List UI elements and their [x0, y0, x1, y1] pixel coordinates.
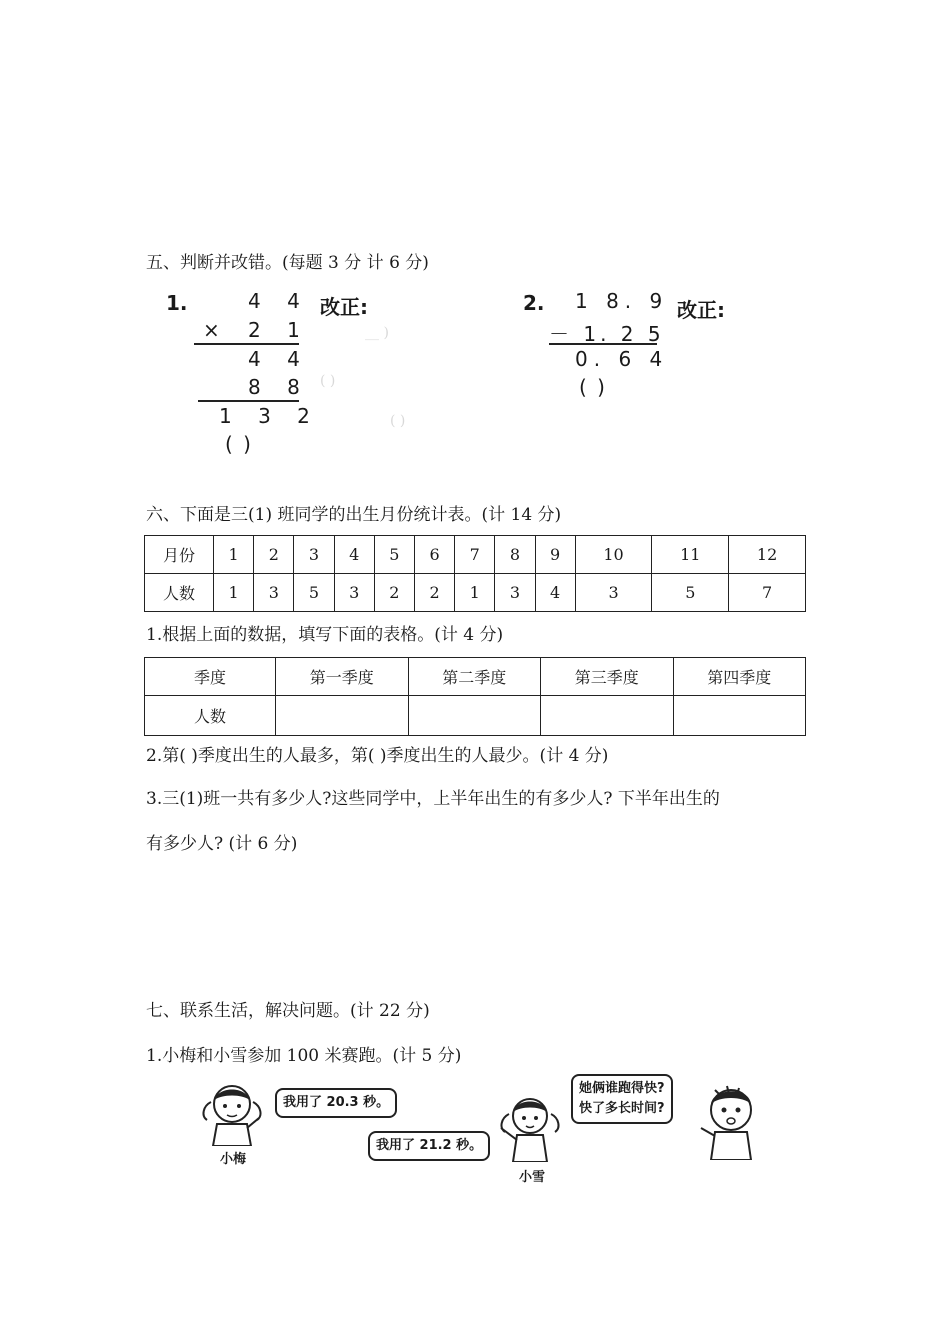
month-cell: 11: [652, 536, 729, 574]
quarter-answer-cell[interactable]: [541, 696, 674, 736]
q1-row5: 1 3 2: [219, 404, 320, 428]
q2-correct-label: 改正:: [677, 298, 725, 322]
month-cell: 5: [374, 536, 414, 574]
q1-row2: 2 1: [248, 318, 310, 342]
quarter-cell: 第四季度: [673, 658, 806, 696]
bubble-boy-line2: 快了多长时间?: [579, 1101, 665, 1116]
bubble-xiaomei: 我用了 20.3 秒。: [275, 1088, 397, 1118]
quarter-answer-cell[interactable]: [276, 696, 409, 736]
count-cell: 1: [214, 574, 254, 612]
bubble-xiaoxue: 我用了 21.2 秒。: [368, 1131, 490, 1161]
bubble-boy: [571, 1074, 673, 1124]
count-cell: 4: [535, 574, 575, 612]
q1-correct-label: 改正:: [320, 295, 368, 319]
bleed-mark-1: __ ): [365, 325, 389, 341]
section6-q3-line1: 3.三(1)班一共有多少人?这些同学中，上半年出生的有多少人? 下半年出生的: [146, 789, 720, 809]
count-cell: 2: [374, 574, 414, 612]
section6-q1: 1.根据上面的数据，填写下面的表格。(计 4 分): [146, 625, 504, 645]
quarter-answer-cell[interactable]: [673, 696, 806, 736]
bleed-mark-3: ( ): [390, 413, 406, 429]
girl-xiaoxue-figure: [495, 1090, 565, 1162]
q1-times-sign: ×: [203, 318, 230, 342]
q2-row3: 0. 6 4: [575, 347, 669, 371]
month-cell: 7: [455, 536, 495, 574]
count-row-label: 人数: [145, 574, 214, 612]
month-cell: 3: [294, 536, 334, 574]
month-cell: 10: [575, 536, 652, 574]
month-cell: 4: [334, 536, 374, 574]
q1-judge-parens: ( ): [225, 432, 253, 456]
count-cell: 3: [334, 574, 374, 612]
quarter-count-label: 人数: [145, 696, 276, 736]
q1-rule-2: [198, 400, 299, 402]
q2-rule: [549, 343, 657, 345]
section7-q1: 1.小梅和小雪参加 100 米赛跑。(计 5 分): [146, 1046, 462, 1066]
q2-number: 2.: [523, 291, 545, 315]
q2-judge-parens: ( ): [579, 375, 607, 399]
quarter-header-label: 季度: [145, 658, 276, 696]
bubble-boy-line1: 她俩谁跑得快?: [579, 1081, 665, 1096]
section6-title: 六、下面是三(1) 班同学的出生月份统计表。(计 14 分): [146, 505, 562, 525]
count-cell: 1: [455, 574, 495, 612]
q1-number: 1.: [166, 291, 188, 315]
month-cell: 2: [254, 536, 294, 574]
q1-row1: 4 4: [248, 289, 310, 313]
section6-q3-line2: 有多少人? (计 6 分): [146, 834, 298, 854]
section7-title: 七、联系生活，解决问题。(计 22 分): [146, 1001, 430, 1021]
section6-q2: 2.第( )季度出生的人最多，第( )季度出生的人最少。(计 4 分): [146, 746, 609, 766]
quarter-table: [144, 657, 806, 736]
month-cell: 9: [535, 536, 575, 574]
quarter-cell: 第一季度: [276, 658, 409, 696]
month-cell: 12: [729, 536, 806, 574]
q2-row1: 1 8. 9: [575, 289, 669, 313]
count-cell: 3: [254, 574, 294, 612]
section5-title: 五、判断并改错。(每题 3 分 计 6 分): [146, 253, 429, 273]
q1-rule-1: [194, 343, 299, 345]
q1-row4: 8 8: [248, 375, 310, 399]
quarter-answer-cell[interactable]: [408, 696, 541, 736]
month-cell: 6: [414, 536, 454, 574]
girl-xiaomei-figure: [197, 1080, 267, 1146]
count-cell: 2: [414, 574, 454, 612]
month-cell: 1: [214, 536, 254, 574]
month-table: [144, 535, 806, 612]
count-cell: 5: [294, 574, 334, 612]
q2-row2: － 1. 2 5: [549, 322, 665, 346]
month-header-label: 月份: [145, 536, 214, 574]
boy-figure: [693, 1080, 763, 1160]
count-cell: 3: [495, 574, 535, 612]
quarter-cell: 第三季度: [541, 658, 674, 696]
month-cell: 8: [495, 536, 535, 574]
q1-row3: 4 4: [248, 347, 310, 371]
count-cell: 5: [652, 574, 729, 612]
bleed-mark-2: ( ): [320, 373, 336, 389]
name-xiaomei: 小梅: [220, 1152, 247, 1167]
name-xiaoxue: 小雪: [519, 1170, 546, 1185]
count-cell: 3: [575, 574, 652, 612]
count-cell: 7: [729, 574, 806, 612]
quarter-cell: 第二季度: [408, 658, 541, 696]
